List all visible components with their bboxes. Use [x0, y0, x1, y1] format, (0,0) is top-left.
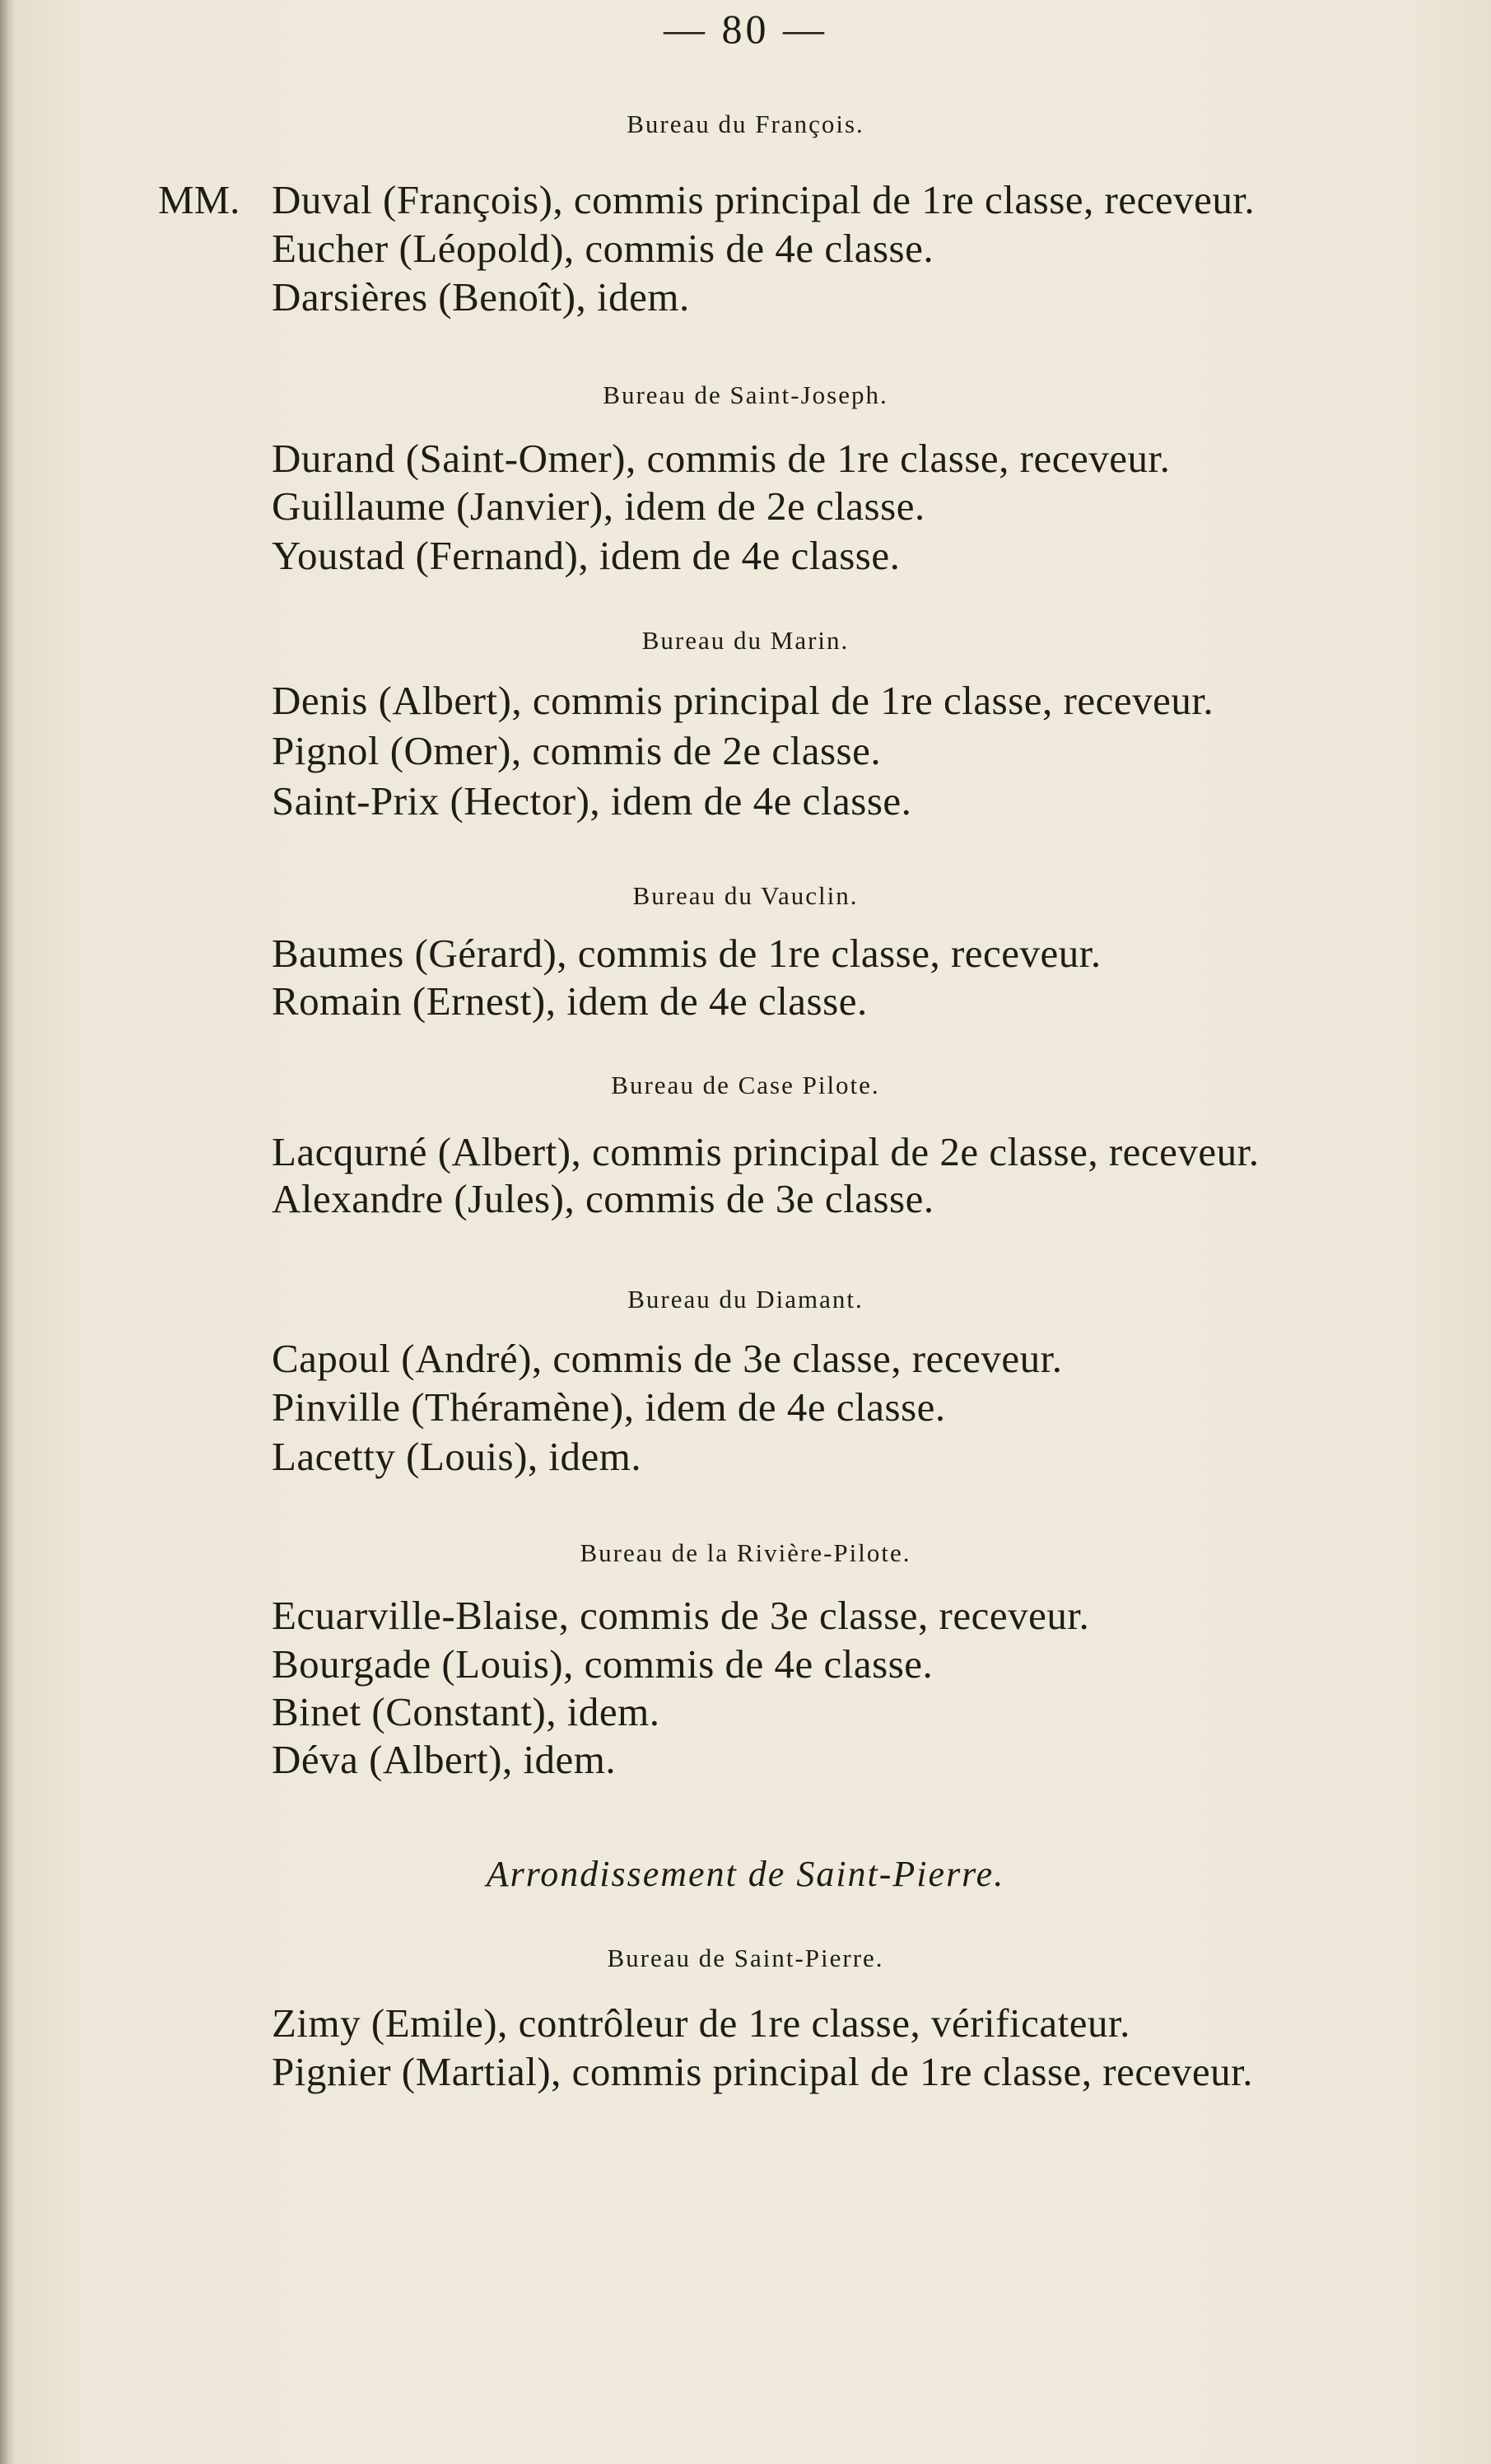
- entry-line: Pignier (Martial), commis principal de 1re classe, receveur.: [272, 2049, 1253, 2094]
- entry-line: Youstad (Fernand), idem de 4e classe.: [272, 533, 901, 578]
- entry-line: Binet (Constant), idem.: [272, 1689, 660, 1734]
- entry-line: Baumes (Gérard), commis de 1re classe, receveur.: [272, 931, 1102, 976]
- section-heading-saint-joseph: Bureau de Saint-Joseph.: [603, 380, 888, 409]
- section-heading-riviere-pilote: Bureau de la Rivière-Pilote.: [580, 1538, 911, 1567]
- entry-line: Guillaume (Janvier), idem de 2e classe.: [272, 483, 925, 529]
- entry-line: Duval (François), commis principal de 1re classe, receveur.: [272, 177, 1256, 222]
- section-heading-francois: Bureau du François.: [627, 110, 864, 138]
- entry-line: Eucher (Léopold), commis de 4e classe.: [272, 226, 934, 271]
- entry-line: Saint-Prix (Hector), idem de 4e classe.: [272, 778, 912, 824]
- section-heading-case-pilote: Bureau de Case Pilote.: [611, 1071, 880, 1099]
- entry-line: Zimy (Emile), contrôleur de 1re classe, vérificateur.: [272, 2000, 1130, 2046]
- section-heading-vauclin: Bureau du Vauclin.: [632, 881, 859, 910]
- entry-line: Pinville (Théramène), idem de 4e classe.: [272, 1384, 946, 1430]
- entry-line: Darsières (Benoît), idem.: [272, 274, 690, 320]
- page-edge-shadow: [0, 0, 15, 2464]
- entry-line: Lacqurné (Albert), commis principal de 2e classe, receveur.: [272, 1129, 1260, 1174]
- arrondissement-heading: Arrondissement de Saint-Pierre.: [486, 1854, 1005, 1894]
- entry-line: Alexandre (Jules), commis de 3e classe.: [272, 1176, 934, 1221]
- entry-line: Pignol (Omer), commis de 2e classe.: [272, 728, 882, 773]
- section-heading-saint-pierre: Bureau de Saint-Pierre.: [607, 1944, 884, 1972]
- entry-line: Capoul (André), commis de 3e classe, receveur.: [272, 1336, 1063, 1381]
- entry-line: Lacetty (Louis), idem.: [272, 1434, 642, 1479]
- entry-line: Denis (Albert), commis principal de 1re classe, receveur.: [272, 678, 1214, 723]
- entry-line: Ecuarville-Blaise, commis de 3e classe, receveur.: [272, 1593, 1090, 1638]
- mm-prefix: MM.: [158, 177, 240, 222]
- section-heading-marin: Bureau du Marin.: [641, 626, 850, 655]
- page-number: — 80 —: [664, 6, 827, 52]
- entry-line: Durand (Saint-Omer), commis de 1re classe, receveur.: [272, 436, 1171, 481]
- entry-line: Bourgade (Louis), commis de 4e classe.: [272, 1641, 934, 1687]
- entry-line: Déva (Albert), idem.: [272, 1737, 617, 1782]
- section-heading-diamant: Bureau du Diamant.: [627, 1285, 864, 1314]
- entry-line: Romain (Ernest), idem de 4e classe.: [272, 978, 868, 1024]
